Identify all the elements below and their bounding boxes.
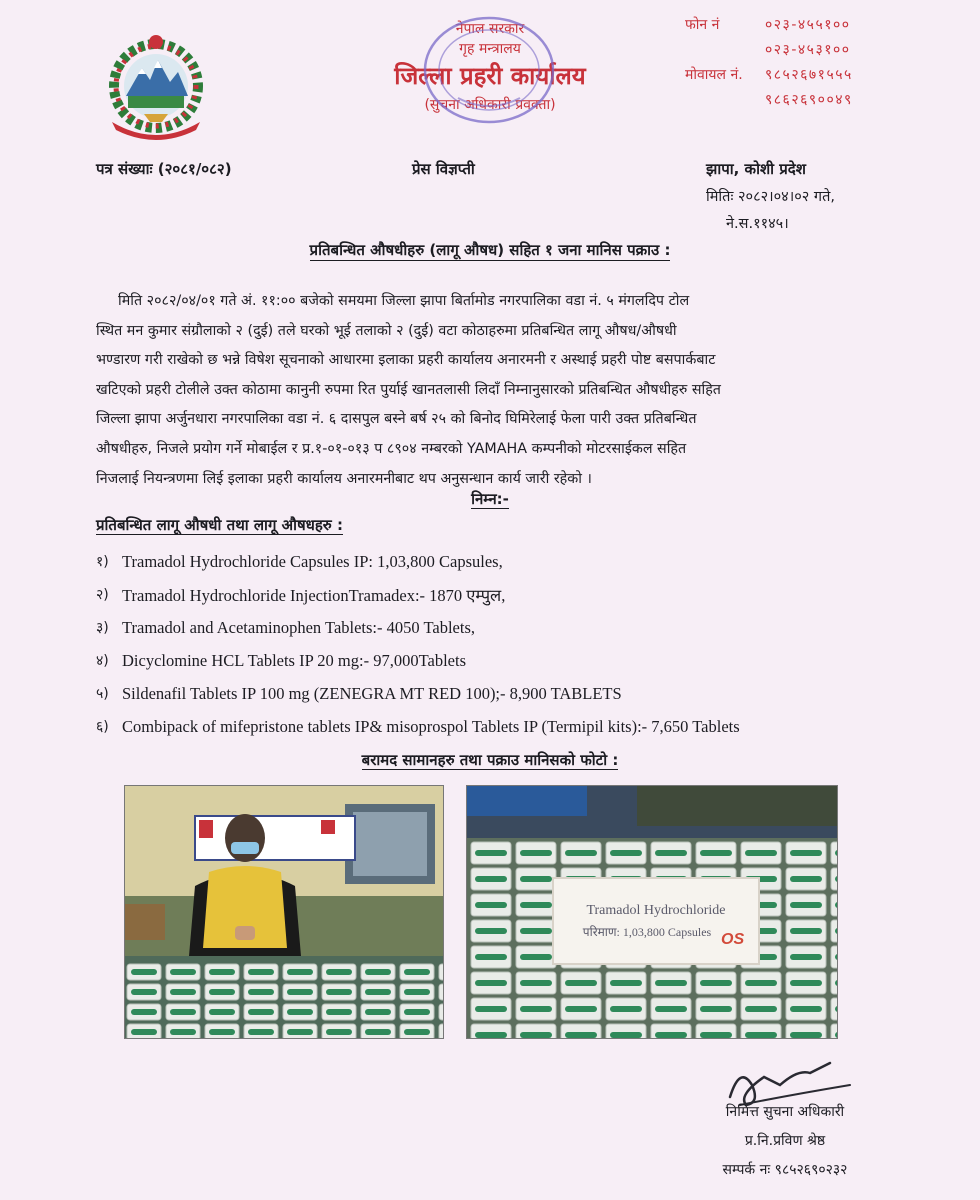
date: मितिः २०८२।०४।०२ गते, xyxy=(706,189,835,205)
capsule-row xyxy=(610,1006,642,1012)
signatory-title: निमित्त सुचना अधिकारी xyxy=(725,1104,845,1120)
item-text: Tramadol and Acetaminophen Tablets:- 4050 Tablets, xyxy=(122,617,475,637)
signatory-name: प्र.नि.प्रविण श्रेष्ठ xyxy=(744,1133,826,1149)
location: झापा, कोशी प्रदेश xyxy=(706,160,806,178)
photo-heading xyxy=(0,750,980,770)
item-text: Dicyclomine HCL Tablets IP 20 mg:- 97,000Tablets xyxy=(122,650,466,670)
capsule-row xyxy=(475,954,507,960)
capsule-row xyxy=(790,876,822,882)
capsule-row xyxy=(170,989,196,995)
list-intro xyxy=(0,489,980,509)
capsule-row xyxy=(404,989,430,995)
govt-line: नेपाल सरकार xyxy=(455,21,525,37)
capsule-row xyxy=(700,1006,732,1012)
capsule-row xyxy=(610,850,642,856)
capsule-row xyxy=(565,850,597,856)
mobile-label: मोवायल नं. xyxy=(685,67,743,83)
seized-items-heading xyxy=(96,515,343,535)
capsule-row xyxy=(287,1009,313,1015)
capsule-row xyxy=(790,1006,822,1012)
photo-seized-capsules-image xyxy=(467,786,837,1038)
list-item xyxy=(96,677,956,710)
item-number: ५) xyxy=(96,686,109,702)
capsule-row xyxy=(655,1032,687,1038)
capsule-row xyxy=(700,850,732,856)
capsule-row xyxy=(209,969,235,975)
capsule-row xyxy=(520,954,552,960)
seized-items-heading-text: प्रतिबन्धित लागू औषधी तथा लागू औषधहरु : xyxy=(96,516,344,534)
capsule-row xyxy=(790,928,822,934)
capsule-row xyxy=(404,1009,430,1015)
list-intro-text: निम्न:- xyxy=(471,490,509,508)
capsule-row xyxy=(610,1032,642,1038)
capsule-row xyxy=(365,989,391,995)
letterhead xyxy=(300,20,680,114)
capsule-row xyxy=(209,989,235,995)
blister-pack xyxy=(439,1004,443,1020)
signature-block xyxy=(640,1098,930,1185)
body-line: भण्डारण गरी राखेको छ भन्ने विषेश सूचनाको आधारमा इलाका प्रहरी कार्यालय अनारमनी र अस्थाई प्रहरी पोष्ट बसपार्कबाट xyxy=(96,352,716,369)
capsule-row xyxy=(520,1006,552,1012)
capsule-row xyxy=(248,969,274,975)
capsule-row xyxy=(745,980,777,986)
body-line: निजलाई नियन्त्रणमा लिई इलाका प्रहरी कार्यालय अनारमनीबाट थप अनुसन्धान कार्य जारी रहेको । xyxy=(96,470,592,487)
capsule-row xyxy=(520,928,552,934)
body-line: जिल्ला झापा अर्जुनधारा नगरपालिका वडा नं. ६ दासपुल बस्ने बर्ष २५ को बिनोद घिमिरेलाई फेला पारी उक्त प्रतिबन्धित xyxy=(96,411,697,428)
capsule-row xyxy=(520,850,552,856)
item-text: Sildenafil Tablets IP 100 mg (ZENEGRA MT RED 100);- 8,900 TABLETS xyxy=(122,683,622,703)
list-item xyxy=(96,644,956,677)
sign-title: Tramadol Hydrochloride xyxy=(586,903,726,918)
capsule-row xyxy=(365,969,391,975)
capsule-row xyxy=(790,1032,822,1038)
capsule-row xyxy=(745,850,777,856)
capsule-row xyxy=(248,989,274,995)
capsule-row xyxy=(170,969,196,975)
capsule-row xyxy=(209,1029,235,1035)
capsule-row xyxy=(248,1029,274,1035)
capsule-row xyxy=(790,954,822,960)
ministry-line: गृह मन्त्रालय xyxy=(459,41,521,57)
capsule-row xyxy=(326,1029,352,1035)
capsule-row xyxy=(248,1009,274,1015)
mobile-number-2: ९८६२६९००४९ xyxy=(765,92,853,108)
contact-block xyxy=(685,12,975,112)
capsule-row xyxy=(655,850,687,856)
nepal-emblem-icon xyxy=(92,26,220,144)
subject-line xyxy=(0,240,980,260)
photo-heading-text: बरामद सामानहरु तथा पक्राउ मानिसको फोटो : xyxy=(361,751,619,769)
blister-pack xyxy=(439,1024,443,1038)
list-item xyxy=(96,710,956,743)
capsule-row xyxy=(404,1029,430,1035)
photo-seized-capsules xyxy=(466,785,838,1039)
capsule-row xyxy=(131,969,157,975)
capsule-row xyxy=(610,980,642,986)
capsule-row xyxy=(520,876,552,882)
capsule-row xyxy=(475,1032,507,1038)
blister-pack xyxy=(439,964,443,980)
body-paragraph xyxy=(96,287,906,494)
capsule-row xyxy=(365,1029,391,1035)
photo-arrested-person xyxy=(124,785,444,1039)
capsule-row xyxy=(565,980,597,986)
item-text: Tramadol Hydrochloride InjectionTramadex:- 1870 एम्पुल, xyxy=(122,586,506,605)
capsule-row xyxy=(475,876,507,882)
capsule-row xyxy=(131,989,157,995)
capsule-row xyxy=(700,1032,732,1038)
capsule-row xyxy=(475,902,507,908)
signatory-contact: सम्पर्क नः ९८५२६९०२३२ xyxy=(722,1162,848,1178)
capsule-row xyxy=(287,1029,313,1035)
capsule-row xyxy=(170,1029,196,1035)
capsule-row xyxy=(520,980,552,986)
capsule-row xyxy=(170,1009,196,1015)
photo-arrested-person-image xyxy=(125,786,443,1038)
capsule-row xyxy=(475,850,507,856)
capsule-row xyxy=(520,1032,552,1038)
capsule-row xyxy=(790,980,822,986)
capsule-row xyxy=(565,1032,597,1038)
letter-number: पत्र संख्याः (२०८१/०८२) xyxy=(96,160,232,178)
item-number: २) xyxy=(96,587,109,603)
item-number: १) xyxy=(96,554,109,570)
body-line: खटिएको प्रहरी टोलीले उक्त कोठामा कानुनी रुपमा रित पुर्याई खानतलासी लिदाँ निम्नानुसारको प्रतिबन्धित औषधीहरु सहित xyxy=(96,381,721,398)
capsule-row xyxy=(745,1006,777,1012)
item-number: ३) xyxy=(96,620,109,636)
phone-number-1: ०२३-४५५१०० xyxy=(765,17,851,33)
capsule-row xyxy=(209,1009,235,1015)
nepal-sambat-date: ने.स.११४५। xyxy=(726,216,789,232)
capsule-row xyxy=(326,1009,352,1015)
capsule-row xyxy=(745,1032,777,1038)
item-number: ४) xyxy=(96,653,109,669)
capsule-row xyxy=(365,1009,391,1015)
seized-items-list xyxy=(96,545,956,743)
body-line: स्थित मन कुमार संग्रौलाको २ (दुई) तले घरको भूई तलाको २ (दुई) वटा कोठाहरुमा प्रतिबन्धित लागू औषध/औषधी xyxy=(96,322,677,339)
capsule-row xyxy=(520,902,552,908)
phone-label: फोन नं xyxy=(685,17,720,33)
subject-text: प्रतिबन्धित औषधीहरु (लागू औषध) सहित १ जना मानिस पक्राउ : xyxy=(309,241,671,259)
list-item xyxy=(96,578,956,611)
capsule-row xyxy=(326,969,352,975)
capsule-row xyxy=(565,1006,597,1012)
item-text: Tramadol Hydrochloride Capsules IP: 1,03,800 Capsules, xyxy=(122,551,503,571)
capsule-row xyxy=(655,980,687,986)
unit-line: (सुचना अधिकारी प्रवक्ता) xyxy=(424,97,556,113)
capsule-row xyxy=(475,1006,507,1012)
capsule-row xyxy=(700,980,732,986)
sign-quantity: परिमाण: 1,03,800 Capsules xyxy=(582,925,712,939)
document-type: प्रेस विज्ञप्ती xyxy=(412,160,475,178)
capsule-row xyxy=(655,1006,687,1012)
body-line: औषधीहरु, निजले प्रयोग गर्ने मोबाईल र प्र.१-०१-०१३ प ८९०४ नम्बरको YAMAHA कम्पनीको मोटरसाईकल सहित xyxy=(96,440,687,457)
mobile-number-1: ९८५२६७१५५५ xyxy=(765,67,853,83)
list-item xyxy=(96,611,956,644)
capsule-row xyxy=(326,989,352,995)
capsule-row xyxy=(131,1029,157,1035)
blister-pack xyxy=(439,984,443,1000)
office-title: जिल्ला प्रहरी कार्यालय xyxy=(394,62,586,90)
capsule-row xyxy=(475,980,507,986)
capsule-row xyxy=(790,902,822,908)
capsule-row xyxy=(287,969,313,975)
item-text: Combipack of mifepristone tablets IP& misoprospol Tablets IP (Termipil kits):- 7,650 Tablets xyxy=(122,716,740,736)
capsule-row xyxy=(287,989,313,995)
capsule-row xyxy=(404,969,430,975)
sign-mark: OS xyxy=(721,931,745,948)
phone-number-2: ०२३-४५३१०० xyxy=(765,42,851,58)
body-line: मिति २०८२/०४/०१ गते अं. ११:०० बजेको समयमा जिल्ला झापा बिर्तामोड नगरपालिका वडा नं. ५ मंगलदिप टोल xyxy=(118,293,690,309)
capsule-row xyxy=(790,850,822,856)
item-number: ६) xyxy=(96,719,109,735)
capsule-row xyxy=(131,1009,157,1015)
list-item xyxy=(96,545,956,578)
capsule-row xyxy=(475,928,507,934)
